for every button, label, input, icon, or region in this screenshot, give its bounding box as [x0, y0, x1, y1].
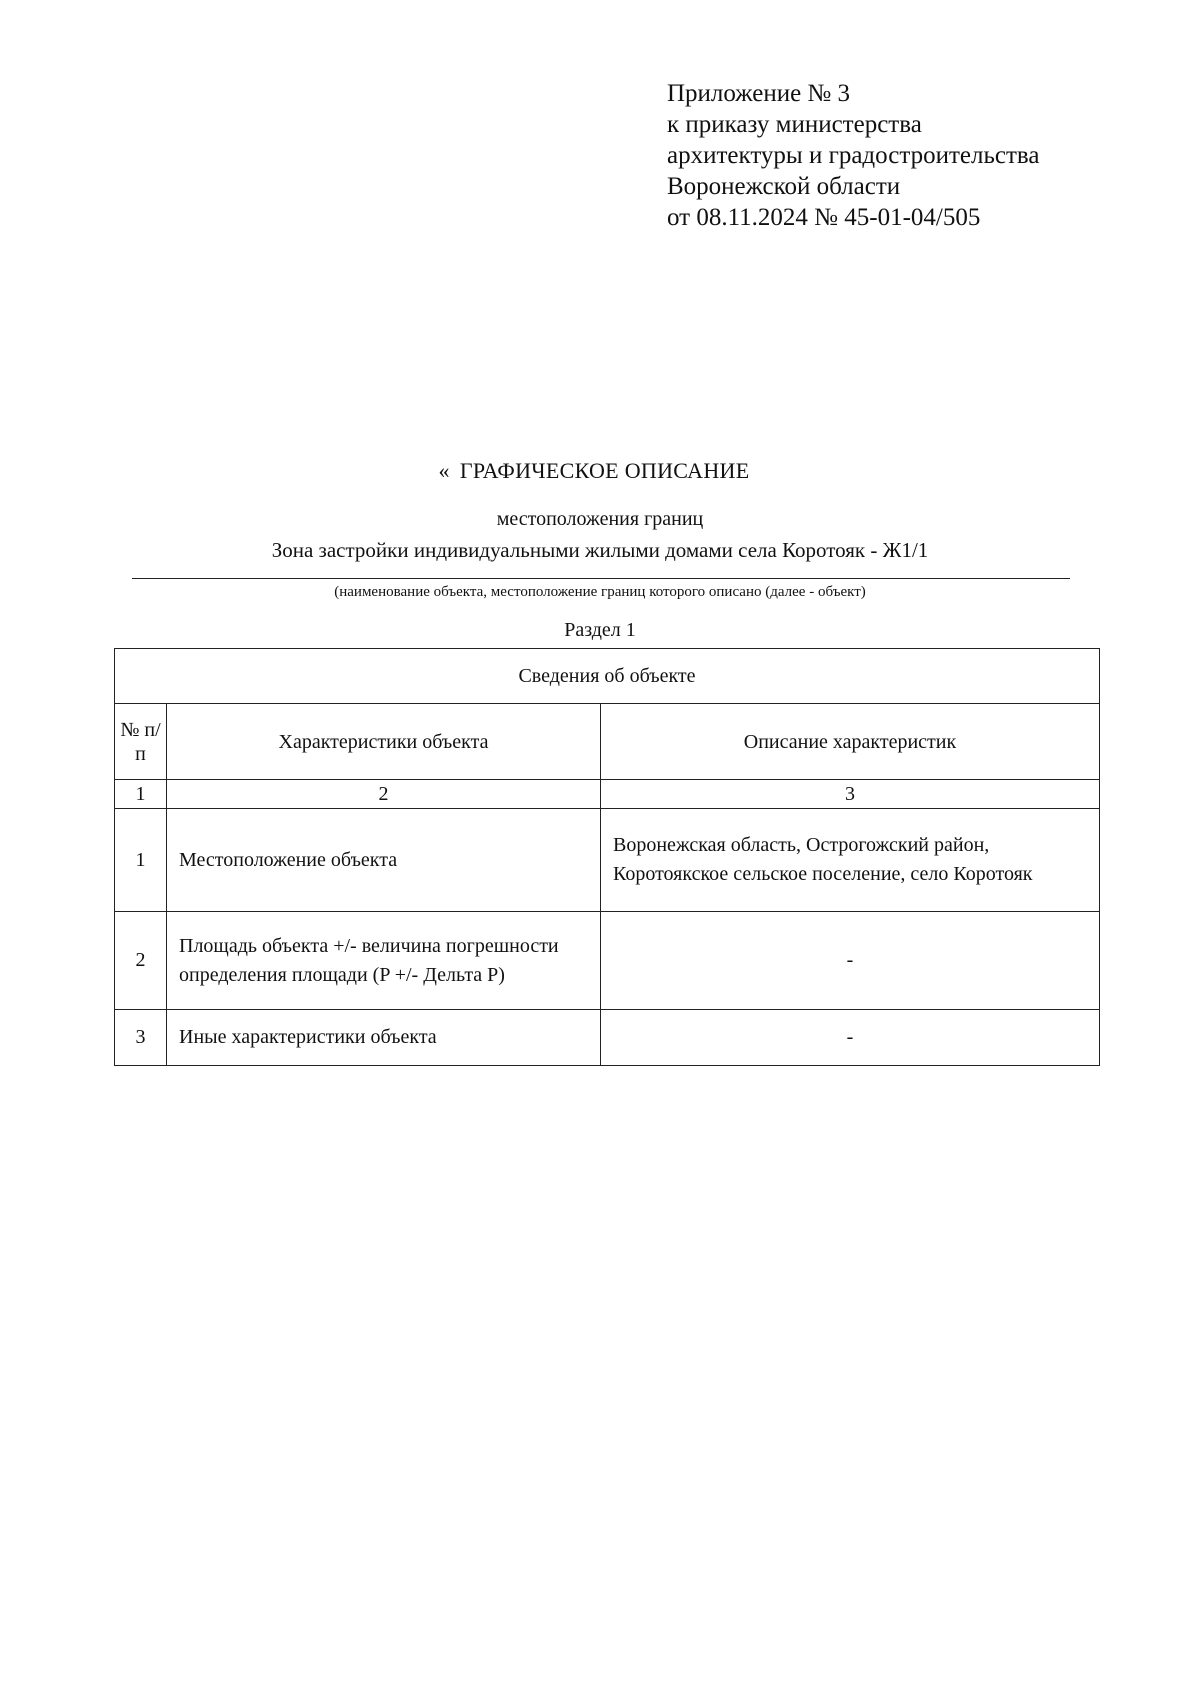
row-characteristic: Площадь объекта +/- величина погрешности определения площади (P +/- Дельта P) — [167, 912, 601, 1010]
column-number: 1 — [115, 780, 167, 809]
appendix-block — [667, 78, 1039, 233]
quote-mark: « — [438, 458, 450, 483]
appendix-line: от 08.11.2024 № 45-01-04/505 — [667, 204, 981, 231]
table-caption: Сведения об объекте — [115, 649, 1100, 704]
object-info-table — [114, 648, 1100, 1066]
object-name: Зона застройки индивидуальными жилыми домами села Коротояк - Ж1/1 — [271, 538, 929, 562]
row-characteristic: Местоположение объекта — [167, 809, 601, 912]
table-row — [115, 912, 1100, 1010]
row-characteristic: Иные характеристики объекта — [167, 1010, 601, 1066]
table-header-row — [115, 704, 1100, 780]
section-label: Раздел 1 — [564, 619, 636, 641]
row-description: Воронежская область, Острогожский район, Коротоякское сельское поселение, село Коротояк — [601, 809, 1100, 912]
name-underline — [132, 578, 1070, 579]
document-subtitle: местоположения границ — [496, 508, 704, 530]
row-number: 1 — [115, 809, 167, 912]
document-title-text: ГРАФИЧЕСКОЕ ОПИСАНИЕ — [459, 458, 750, 483]
appendix-line: к приказу министерства — [667, 111, 922, 138]
document-title — [0, 458, 1188, 484]
appendix-line: Воронежской области — [667, 173, 901, 200]
column-header-number: № п/п — [115, 704, 167, 780]
underline-caption: (наименование объекта, местоположение границ которого описано (далее - объект) — [334, 584, 866, 600]
column-number: 3 — [601, 780, 1100, 809]
row-description: - — [601, 912, 1100, 1010]
column-header-characteristics: Характеристики объекта — [167, 704, 601, 780]
row-number: 2 — [115, 912, 167, 1010]
row-description: - — [601, 1010, 1100, 1066]
column-number: 2 — [167, 780, 601, 809]
column-number-row — [115, 780, 1100, 809]
appendix-line: Приложение № 3 — [667, 80, 851, 107]
row-number: 3 — [115, 1010, 167, 1066]
table-caption-row — [115, 649, 1100, 704]
appendix-line: архитектуры и градостроительства — [667, 142, 1040, 169]
column-header-description: Описание характеристик — [601, 704, 1100, 780]
table-row — [115, 1010, 1100, 1066]
table-row — [115, 809, 1100, 912]
